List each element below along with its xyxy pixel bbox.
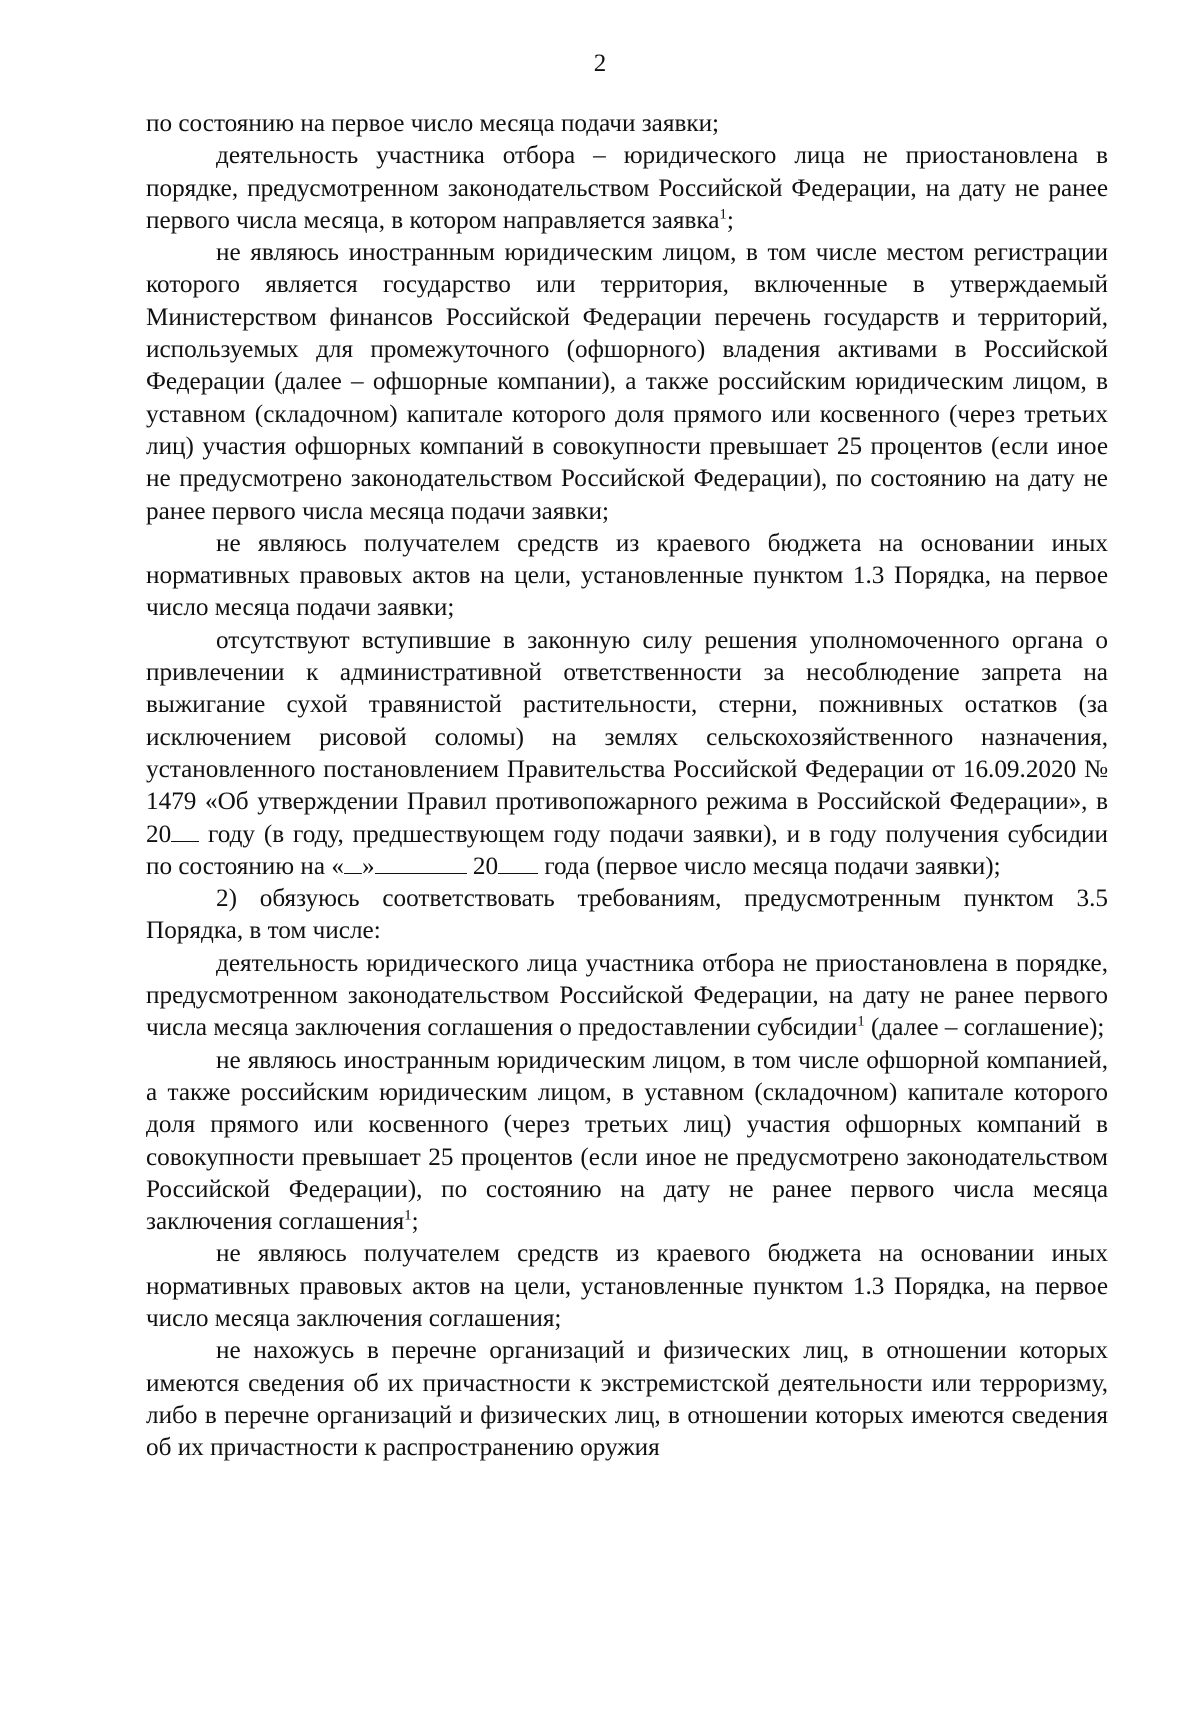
paragraph-text: деятельность участника отбора – юридического лица не приостановлена в порядке, предусмотренном законодательством Российской Федерации, на дату не ранее первого числа месяца, в котором направляется заявка [146,142,1108,234]
paragraph-text: не являюсь получателем средств из краевого бюджета на основании иных нормативных правовых актов на цели, установленные пунктом 1.3 Порядка, на первое число месяца заключения соглашения; [146,1240,1108,1332]
paragraph-text: не нахожусь в перечне организаций и физических лиц, в отношении которых имеются сведения об их причастности к экстремистской деятельности или терроризму, либо в перечне организаций и физических лиц, в отношении которых имеются сведения об их причастности к распространению оружия [146,1337,1108,1462]
paragraph-obligation-intro [146,883,1108,948]
footnote-marker: 1 [404,1207,412,1224]
paragraph-text: отсутствуют вступившие в законную силу решения уполномоченного органа о привлечении к административной ответственности за несоблюдение запрета на выжигание сухой травянистой растительности, стерни, пожнивных остатков (за исключением рисовой соломы) на землях сельскохозяйственного назначения, установленного постановлением Правительства Российской Федерации от 16.09.2020 № 1479 «Об утверждении Правил противопожарного режима в Российской Федерации», в 20 [146,626,1108,848]
paragraph-text: не являюсь получателем средств из краевого бюджета на основании иных нормативных правовых актов на цели, установленные пунктом 1.3 Порядка, на первое число месяца подачи заявки; [146,529,1108,622]
paragraph-offshore-agreement [146,1045,1108,1239]
year-blank [171,819,199,842]
paragraph-text: не являюсь иностранным юридическим лицом, в том числе офшорной компанией, а также российским юридическим лицом, в уставном (складочном) капитале которого доля прямого или косвенного (через третьих лиц) участия офшорных компаний в совокупности превышает 25 процентов (если иное не предусмотрено законодательством Российской Федерации), по состоянию на дату не ранее первого числа месяца заключения соглашения [146,1046,1108,1236]
paragraph-offshore-application [146,237,1108,528]
paragraph-tail: ; [411,1208,419,1236]
paragraph-budget-agreement [146,1238,1108,1335]
paragraph-suspension-application [146,140,1108,237]
paragraph-text: не являюсь иностранным юридическим лицом, в том числе местом регистрации которого является государство или территория, включенные в утверждаемый Министерством финансов Российской Федерации перечень государств и территорий, используемых для промежуточного (офшорного) владения активами в Российской Федерации (далее – офшорные компании), а также российским юридическим лицом, в уставном (складочном) капитале которого доля прямого или косвенного (через третьих лиц) участия офшорных компаний в совокупности превышает 25 процентов (если иное не предусмотрено законодательством Российской Федерации), по состоянию на дату не ранее первого числа месяца подачи заявки; [146,239,1108,525]
day-blank [344,851,362,874]
paragraph-text: году (в году, предшествующем году подачи заявки), и в году получения субсидии по состоянию на « [146,820,1108,880]
page-number: 2 [593,50,607,77]
paragraph-text: 2) обязуюсь соответствовать требованиям, предусмотренным пунктом 3.5 Порядка, в том числе: [146,885,1108,945]
paragraph-continuation [146,108,1108,140]
footnote-marker: 1 [857,1013,865,1030]
paragraph-text: года (первое число месяца подачи заявки); [538,852,1001,880]
paragraph-fire-regime [146,625,1108,883]
paragraph-text: по состоянию на первое число месяца подачи заявки; [146,110,720,137]
paragraph-tail: ; [726,206,734,234]
paragraph-extremism-list [146,1335,1108,1464]
paragraph-text: деятельность юридического лица участника отбора не приостановлена в порядке, предусмотренном законодательством Российской Федерации, на дату не ранее первого числа месяца заключения соглашения о предоставлении субсидии [146,949,1108,1042]
year-blank [498,851,538,874]
paragraph-budget-application [146,528,1108,625]
paragraph-text: » [361,852,375,880]
paragraph-text: 20 [466,852,499,880]
footnote-marker: 1 [719,206,727,223]
document-body [146,108,1108,1464]
paragraph-tail: (далее – соглашение); [864,1014,1105,1042]
paragraph-suspension-agreement [146,948,1108,1045]
month-blank [375,851,467,874]
